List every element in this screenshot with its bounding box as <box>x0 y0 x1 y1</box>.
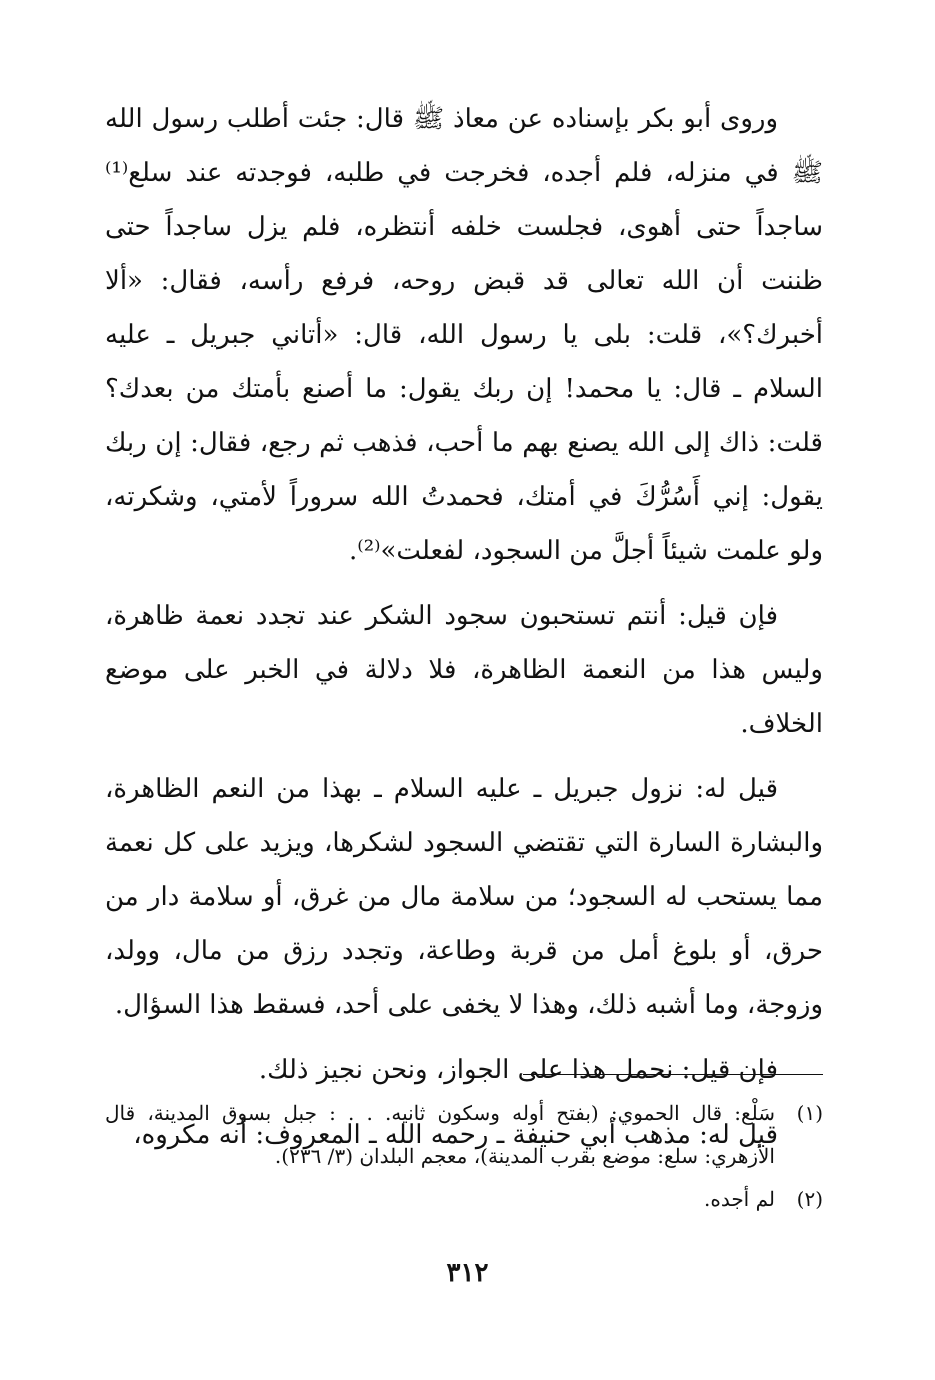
footnotes <box>105 1092 823 1221</box>
footnote-text: لم أجده. <box>703 1187 775 1211</box>
paragraph-objection-1: فإن قيل: أنتم تستحبون سجود الشكر عند تجدد نعمة ظاهرة، وليس هذا من النعمة الظاهرة، فلا دلالة في الخبر على موضع الخلاف. <box>105 601 823 739</box>
page-number: ٣١٢ <box>446 1258 489 1288</box>
footnote-separator <box>523 1074 823 1075</box>
footnote-number: (٢) <box>796 1187 823 1211</box>
paragraph-reply-2: قيل له: مذهب أبي حنيفة ـ رحمه الله ـ المعروف: أنه مكروه، <box>133 1120 778 1150</box>
page-content <box>105 92 823 1173</box>
paragraph-reply-1: قيل له: نزول جبريل ـ عليه السلام ـ بهذا من النعم الظاهرة، والبشارة السارة التي تقتضي السجود لشكرها، ويزيد على كل نعمة مما يستحب له السجود؛ من سلامة مال من غرق، أو سلامة دار من حرق، أو بلوغ أمل من قربة وطاعة، وتجدد رزق من مال، وولد، وزوجة، وما أشبه ذلك، وهذا لا يخفى على أحد، فسقط هذا السؤال. <box>105 774 823 1020</box>
footnote-1 <box>105 1092 823 1178</box>
footnote-number: (١) <box>796 1101 823 1125</box>
footnote-2 <box>105 1178 823 1221</box>
paragraph-hadith: وروى أبو بكر بإسناده عن معاذ ﷺ قال: جئت أطلب رسول الله ﷺ في منزله، فلم أجده، فخرجت في طلبه، فوجدته عند سلع⁽¹⁾ ساجداً حتى أهوى، فجلست خلفه أنتظره، فلم يزل ساجداً حتى ظننت أن الله تعالى قد قبض روحه، فرفع رأسه، فقال: «ألا أخبرك؟»، قلت: بلى يا رسول الله، قال: «أتاني جبريل ـ عليه السلام ـ قال: يا محمد! إن ربك يقول: ما أصنع بأمتك من بعدك؟ قلت: ذاك إلى الله يصنع بهم ما أحب، فذهب ثم رجع، فقال: إن ربك يقول: إني أَسُرُّكَ في أمتك، فحمدتُ الله سروراً لأمتي، وشكرته، ولو علمت شيئاً أجلَّ من السجود، لفعلت»⁽²⁾. <box>105 104 823 566</box>
paragraph-objection-2: فإن قيل: نحمل هذا على الجواز، ونحن نجيز ذلك. <box>258 1055 778 1085</box>
main-text <box>105 92 823 1162</box>
footnote-text: سَلْع: قال الحموي: (بفتح أوله وسكون ثانيه. . . : جبل بسوق المدينة، قال الأزهري: سلع: موضع بقرب المدينة)، معجم البلدان (٣/ ٢٣٦). <box>105 1101 775 1168</box>
